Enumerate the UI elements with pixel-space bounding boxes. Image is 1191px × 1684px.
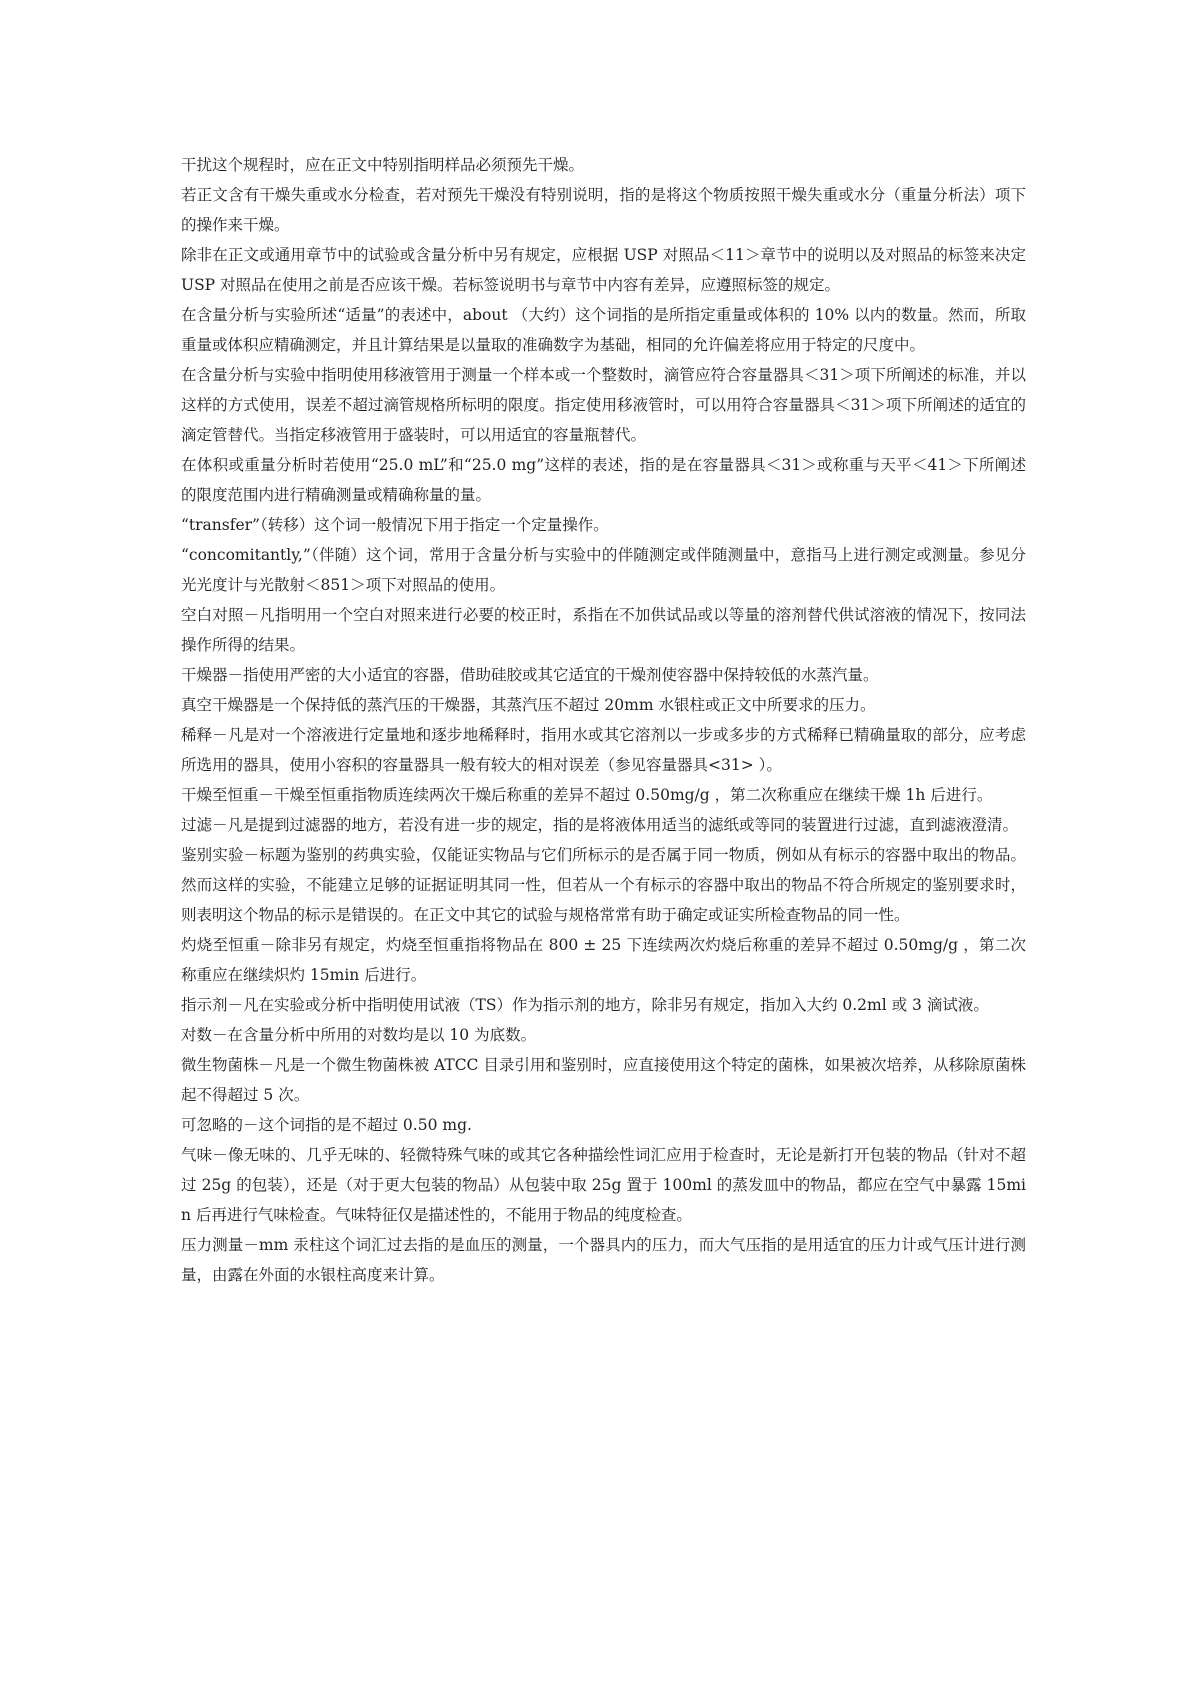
paragraph-pipet: 在含量分析与实验中指明使用移液管用于测量一个样本或一个整数时，滴管应符合容量器具＜31＞项下所阐述的标准，并以这样的方式使用，误差不超过滴管规格所标明的限度。指定使用移液管时，可以用符合容量器具＜31＞项下所阐述的适宜的滴定管替代。当指定移液管用于盛装时，可以用适宜的容量瓶替代。 [181, 366, 1026, 444]
paragraph-transfer: “transfer”（转移）这个词一般情况下用于指定一个定量操作。 [181, 516, 609, 534]
paragraph-dried-to-constant-weight: 干燥至恒重－干燥至恒重指物质连续两次干燥后称重的差异不超过 0.50mg/g ，第二次称重应在继续干燥 1h 后进行。 [181, 786, 993, 804]
document-body [181, 150, 1026, 1290]
paragraph-pressure-measurement: 压力测量－mm 汞柱这个词汇过去指的是血压的测量，一个器具内的压力，而大气压指的是用适宜的压力计或气压计进行测量，由露在外面的水银柱高度来计算。 [181, 1236, 1026, 1284]
paragraph-identification: 鉴别实验－标题为鉴别的药典实验，仅能证实物品与它们所标示的是否属于同一物质，例如从有标示的容器中取出的物品。 然而这样的实验，不能建立足够的证据证明其同一性，但若从一个有标示的容器中取出的物品不符合所规定的鉴别要求时，则表明这个物品的标示是错误的。在正文中其它的试验与规格常常有助于确定或证实所检查物品的同一性。 [181, 846, 1026, 924]
paragraph-logarithm: 对数－在含量分析中所用的对数均是以 10 为底数。 [181, 1026, 537, 1044]
paragraph-ignite-to-constant-weight: 灼烧至恒重－除非另有规定，灼烧至恒重指将物品在 800 ± 25 下连续两次灼烧后称重的差异不超过 0.50mg/g ，第二次称重应在继续炽灼 15min 后进行。 [181, 936, 1026, 984]
paragraph-indicator: 指示剂－凡在实验或分析中指明使用试液（TS）作为指示剂的地方，除非另有规定，指加入大约 0.2ml 或 3 滴试液。 [181, 996, 989, 1014]
paragraph-vacuum-desiccator: 真空干燥器是一个保持低的蒸汽压的干燥器，其蒸汽压不超过 20mm 水银柱或正文中所要求的压力。 [181, 696, 876, 714]
paragraph-filtration: 过滤－凡是提到过滤器的地方，若没有进一步的规定，指的是将液体用适当的滤纸或等同的装置进行过滤，直到滤液澄清。 [181, 816, 1019, 834]
paragraph-odor: 气味－像无味的、几乎无味的、轻微特殊气味的或其它各种描绘性词汇应用于检查时，无论是新打开包装的物品（针对不超过 25g 的包装），还是（对于更大包装的物品）从包装中取 25g 置于 100ml 的蒸发皿中的物品，都应在空气中暴露 15min 后再进行气味检查。气味特征仅是描述性的，不能用于物品的纯度检查。 [181, 1146, 1026, 1224]
paragraph-about: 在含量分析与实验所述“适量”的表述中，about （大约）这个词指的是所指定重量或体积的 10% 以内的数量。然而，所取重量或体积应精确测定，并且计算结果是以量取的准确数字为基础，相同的允许偏差将应用于特定的尺度中。 [181, 306, 1026, 354]
paragraph-dilution: 稀释－凡是对一个溶液进行定量地和逐步地稀释时，指用水或其它溶剂以一步或多步的方式稀释已精确量取的部分，应考虑所选用的器具，使用小容积的容量器具一般有较大的相对误差（参见容量器具<31> ）。 [181, 726, 1026, 774]
paragraph-negligible: 可忽略的－这个词指的是不超过 0.50 mg. [181, 1116, 472, 1134]
paragraph-precise-measurement: 在体积或重量分析时若使用“25.0 mL”和“25.0 mg”这样的表述，指的是在容量器具＜31＞或称重与天平＜41＞下所阐述的限度范围内进行精确测量或精确称量的量。 [181, 456, 1026, 504]
paragraph-concomitantly: “concomitantly,”（伴随）这个词，常用于含量分析与实验中的伴随测定或伴随测量中，意指马上进行测定或测量。参见分光光度计与光散射＜851＞项下对照品的使用。 [181, 546, 1026, 594]
paragraph-desiccator: 干燥器－指使用严密的大小适宜的容器，借助硅胶或其它适宜的干燥剂使容器中保持较低的水蒸汽量。 [181, 666, 879, 684]
paragraph-blank: 空白对照－凡指明用一个空白对照来进行必要的校正时，系指在不加供试品或以等量的溶剂替代供试溶液的情况下，按同法操作所得的结果。 [181, 606, 1026, 654]
paragraph-microbial-strain: 微生物菌株－凡是一个微生物菌株被 ATCC 目录引用和鉴别时，应直接使用这个特定的菌株，如果被次培养，从移除原菌株起不得超过 5 次。 [181, 1056, 1026, 1104]
paragraph-reference-standard-drying: 除非在正文或通用章节中的试验或含量分析中另有规定，应根据 USP 对照品＜11＞章节中的说明以及对照品的标签来决定 USP 对照品在使用之前是否应该干燥。若标签说明书与章节中内容有差异，应遵照标签的规定。 [181, 246, 1026, 294]
paragraph-drying-note: 干扰这个规程时，应在正文中特别指明样品必须预先干燥。 [181, 156, 585, 174]
paragraph-loss-on-drying: 若正文含有干燥失重或水分检查，若对预先干燥没有特别说明，指的是将这个物质按照干燥失重或水分（重量分析法）项下的操作来干燥。 [181, 186, 1026, 234]
